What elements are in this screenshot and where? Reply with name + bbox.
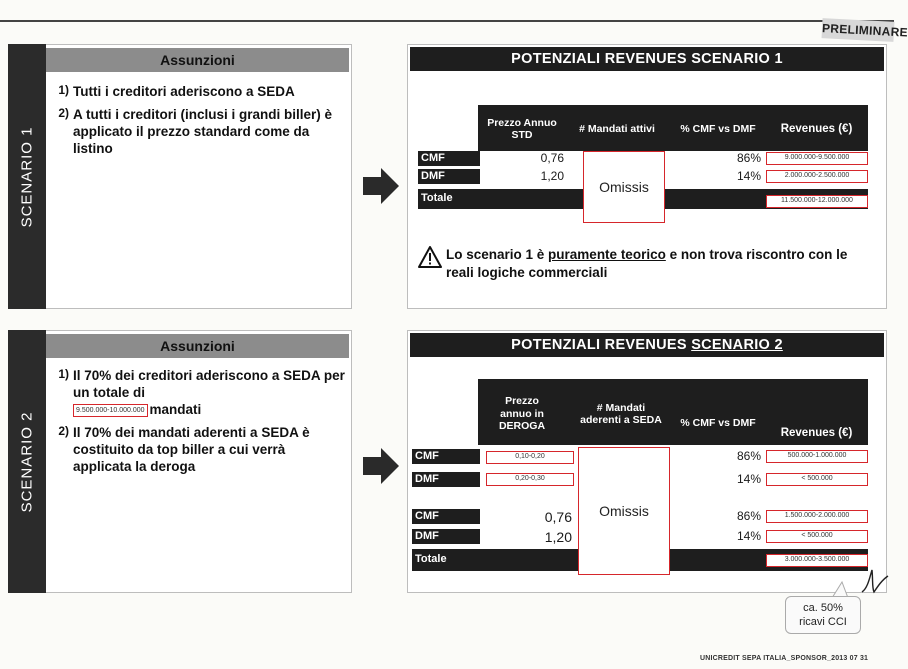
- scenario2-revenues-title: POTENZIALI REVENUES SCENARIO 2: [410, 333, 884, 357]
- scenario2-sidebar-label: SCENARIO 2: [18, 411, 36, 512]
- scenario2-assumption-1: 1) Il 70% dei creditori aderiscono a SEDA per un totale di 9.500.000-10.000.000 mandati: [58, 367, 345, 417]
- scenario2-std-cmf-revenue: 1.500.000-2.000.000: [766, 510, 868, 523]
- footer-doc-id: UNICREDIT SEPA ITALIA_SPONSOR_2013 07 31: [700, 655, 869, 662]
- scenario2-deroga-cmf-pct: 86%: [736, 449, 761, 463]
- warning-icon: [418, 246, 442, 268]
- scenario1-revenues-panel: [407, 44, 887, 309]
- scenario1-revenues-title: POTENZIALI REVENUES SCENARIO 1: [410, 47, 884, 71]
- scenario1-row-cmf-price: 0,76: [540, 151, 564, 165]
- scenario2-std-dmf-revenue: < 500.000: [766, 530, 868, 543]
- scenario1-arrow-icon: [361, 166, 401, 206]
- scenario2-std-cmf-label: CMF: [412, 509, 480, 524]
- revenue-callout: ca. 50% ricavi CCI: [785, 596, 861, 634]
- scenario2-std-dmf-pct: 14%: [736, 529, 761, 543]
- scenario1-row-cmf-revenue: 9.000.000-9.500.000: [766, 152, 868, 165]
- scenario2-std-dmf-label: DMF: [412, 529, 480, 544]
- scenario1-total-label: Totale: [418, 191, 480, 206]
- scenario2-header-price: Prezzo annuo in DEROGA: [488, 383, 556, 445]
- scenario2-arrow-icon: [361, 446, 401, 486]
- scenario1-header-mandati: # Mandati attivi: [571, 107, 663, 151]
- scenario2-table: [408, 331, 888, 594]
- scenario1-row-dmf-label: DMF: [418, 169, 480, 184]
- scenario2-revenues-panel: [407, 330, 887, 593]
- scenario1-assumption-1: 1) Tutti i creditori aderiscono a SEDA: [58, 83, 295, 99]
- scenario2-deroga-cmf-label: CMF: [412, 449, 480, 464]
- scenario1-row-dmf-pct: 14%: [736, 169, 761, 183]
- scenario1-total-revenue: 11.500.000-12.000.000: [766, 195, 868, 208]
- scenario2-mandati-box: 9.500.000-10.000.000: [73, 404, 148, 417]
- scenario1-header-price: Prezzo Annuo STD: [480, 107, 564, 151]
- scenario1-header-pct: % CMF vs DMF: [671, 107, 765, 151]
- scenario2-omissis: Omissis: [578, 447, 670, 575]
- scenario2-deroga-dmf-pct: 14%: [736, 472, 761, 486]
- scenario1-assumption-2: 2) A tutti i creditori (inclusi i grandi biller) è applicato il prezzo standard come da listino: [58, 106, 333, 156]
- scenario2-deroga-cmf-revenue: 500.000-1.000.000: [766, 450, 868, 463]
- scenario1-omissis: Omissis: [583, 151, 665, 223]
- scenario1-assumptions-list: [53, 83, 343, 163]
- scenario1-row-dmf-revenue: 2.000.000-2.500.000: [766, 170, 868, 183]
- scenario2-std-dmf-price: 1,20: [544, 529, 572, 545]
- scenario1-sidebar-label: SCENARIO 1: [18, 126, 36, 227]
- scenario2-deroga-dmf-label: DMF: [412, 472, 480, 487]
- scenario1-assumptions-title: Assunzioni: [46, 48, 349, 72]
- scenario2-total-label: Totale: [412, 552, 480, 567]
- scenario1-warning: Lo scenario 1 è puramente teorico e non trova riscontro con le reali logiche commerciali: [446, 247, 848, 280]
- scenario2-sidebar: [8, 330, 46, 593]
- scenario1-row-cmf-label: CMF: [418, 151, 480, 166]
- scenario2-header-mandati: # Mandati aderenti a SEDA: [576, 383, 666, 445]
- scenario1-row-cmf-pct: 86%: [736, 151, 761, 165]
- header-rule: [0, 20, 894, 22]
- scenario2-assumptions-title: Assunzioni: [46, 334, 349, 358]
- scenario2-deroga-dmf-revenue: < 500.000: [766, 473, 868, 486]
- scenario2-std-cmf-pct: 86%: [736, 509, 761, 523]
- scenario2-assumptions-list: [53, 367, 345, 481]
- scenario2-assumption-2: 2) Il 70% dei mandati aderenti a SEDA è costituito da top biller a cui verrà applicata la deroga: [58, 424, 310, 474]
- scenario2-header-pct: % CMF vs DMF: [671, 401, 765, 445]
- scenario1-row-dmf-price: 1,20: [540, 169, 564, 183]
- scenario2-deroga-dmf-price: 0,20-0,30: [486, 473, 574, 486]
- scenario2-deroga-cmf-price: 0,10-0,20: [486, 451, 574, 464]
- preliminare-stamp: PRELIMINARE: [822, 18, 895, 42]
- scenario1-header-revenues: Revenues (€): [765, 107, 868, 151]
- handwritten-initials: [858, 566, 892, 596]
- scenario2-std-cmf-price: 0,76: [544, 509, 572, 525]
- scenario1-sidebar: [8, 44, 46, 309]
- scenario1-assumptions-panel: [8, 44, 352, 309]
- scenario2-assumptions-panel: [8, 330, 352, 593]
- scenario2-header-revenues: Revenues (€): [765, 421, 868, 445]
- scenario2-total-revenue: 3.000.000-3.500.000: [766, 554, 868, 567]
